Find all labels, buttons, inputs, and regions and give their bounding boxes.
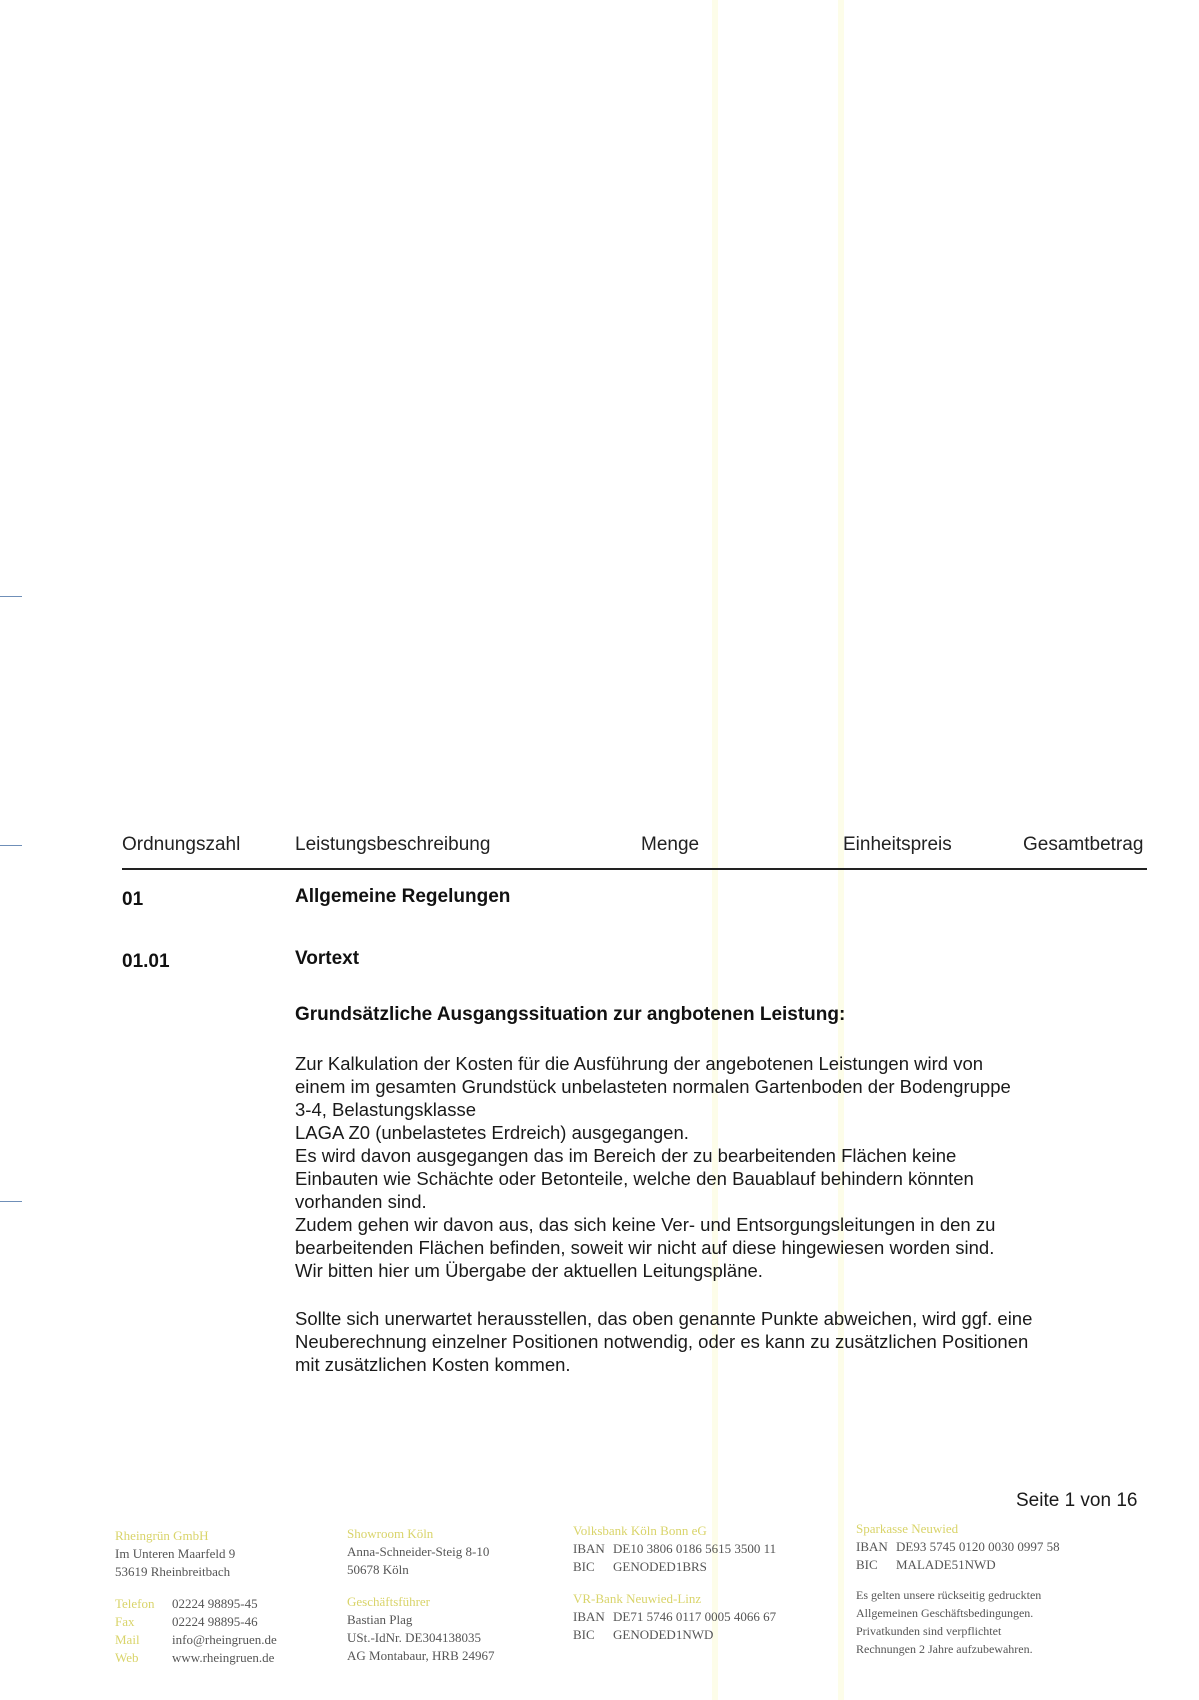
phone-value: 02224 98895-45 xyxy=(172,1596,258,1611)
footer-banks xyxy=(573,1522,776,1644)
fax-value: 02224 98895-46 xyxy=(172,1614,258,1629)
trade-register: AG Montabaur, HRB 24967 xyxy=(347,1648,495,1663)
terms-line: Privatkunden sind verpflichtet xyxy=(856,1624,1002,1638)
vat-id: USt.-IdNr. DE304138035 xyxy=(347,1630,481,1645)
terms-line: Es gelten unsere rückseitig gedruckten xyxy=(856,1588,1042,1602)
closing-text xyxy=(295,1307,1115,1376)
mail-label: Mail xyxy=(115,1632,140,1647)
showroom-title: Showroom Köln xyxy=(347,1526,434,1541)
text-line: Zur Kalkulation der Kosten für die Ausführung der angebotenen Leistungen wird von xyxy=(295,1053,984,1074)
text-line: LAGA Z0 (unbelastetes Erdreich) ausgegangen. xyxy=(295,1122,689,1143)
bank3-name: Sparkasse Neuwied xyxy=(856,1521,959,1536)
text-line: Zudem gehen wir davon aus, das sich keine Ver- und Entsorgungsleitungen in den zu xyxy=(295,1214,996,1235)
iban-label: IBAN xyxy=(573,1541,605,1556)
bic-label: BIC xyxy=(573,1627,595,1642)
footer-showroom xyxy=(347,1525,495,1665)
terms-line: Allgemeinen Geschäftsbedingungen. xyxy=(856,1606,1034,1620)
text-line: 3-4, Belastungsklasse xyxy=(295,1099,476,1120)
bank1-bic: GENODED1BRS xyxy=(613,1559,707,1574)
margin-mark xyxy=(0,1201,22,1202)
position-number: 01 xyxy=(122,889,144,910)
position-title: Allgemeine Regelungen xyxy=(295,886,511,907)
terms-line: Rechnungen 2 Jahre aufzubewahren. xyxy=(856,1642,1033,1656)
margin-mark xyxy=(0,845,22,846)
web-value: www.rheingruen.de xyxy=(172,1650,275,1665)
bank1-iban: DE10 3806 0186 5615 3500 11 xyxy=(613,1541,777,1556)
bank2-iban: DE71 5746 0117 0005 4066 67 xyxy=(613,1609,777,1624)
footer-company xyxy=(115,1527,277,1667)
text-line: Es wird davon ausgegangen das im Bereich der zu bearbeitenden Flächen keine xyxy=(295,1145,957,1166)
iban-label: IBAN xyxy=(573,1609,605,1624)
phone-label: Telefon xyxy=(115,1596,155,1611)
company-city: 53619 Rheinbreitbach xyxy=(115,1564,231,1579)
footer-terms xyxy=(856,1586,1041,1658)
text-line: bearbeitenden Flächen befinden, soweit wir nicht auf diese hingewiesen worden sind. xyxy=(295,1237,995,1258)
section-title: Grundsätzliche Ausgangssituation zur angbotenen Leistung: xyxy=(295,1004,846,1025)
margin-mark xyxy=(0,596,22,597)
text-line: mit zusätzlichen Kosten kommen. xyxy=(295,1354,571,1375)
col-einheitspreis: Einheitspreis xyxy=(843,834,952,855)
text-line: Einbauten wie Schächte oder Betonteile, welche den Bauablauf behindern könnten xyxy=(295,1168,974,1189)
text-line: Neuberechnung einzelner Positionen notwendig, oder es kann zu zusätzlichen Positionen xyxy=(295,1331,1029,1352)
ceo-label: Geschäftsführer xyxy=(347,1594,431,1609)
description-text xyxy=(295,1052,1115,1282)
company-street: Im Unteren Maarfeld 9 xyxy=(115,1546,236,1561)
fax-label: Fax xyxy=(115,1614,135,1629)
bank2-name: VR-Bank Neuwied-Linz xyxy=(573,1591,702,1606)
mail-value: info@rheingruen.de xyxy=(172,1632,277,1647)
bic-label: BIC xyxy=(573,1559,595,1574)
position-number: 01.01 xyxy=(122,951,170,972)
col-menge: Menge xyxy=(641,834,700,855)
table-header xyxy=(122,834,1147,870)
company-name: Rheingrün GmbH xyxy=(115,1528,209,1543)
text-line: Wir bitten hier um Übergabe der aktuellen Leitungspläne. xyxy=(295,1260,763,1281)
bank2-bic: GENODED1NWD xyxy=(613,1627,714,1642)
web-label: Web xyxy=(115,1650,139,1665)
bank3-bic: MALADE51NWD xyxy=(896,1557,996,1572)
text-line: einem im gesamten Grundstück unbelasteten normalen Gartenboden der Bodengruppe xyxy=(295,1076,1011,1097)
page-number: Seite 1 von 16 xyxy=(1016,1490,1138,1511)
showroom-city: 50678 Köln xyxy=(347,1562,409,1577)
text-line: vorhanden sind. xyxy=(295,1191,427,1212)
bank3-iban: DE93 5745 0120 0030 0997 58 xyxy=(896,1539,1060,1554)
footer-sparkasse xyxy=(856,1520,1060,1574)
col-ordnungszahl: Ordnungszahl xyxy=(122,834,241,855)
col-gesamtbetrag: Gesamtbetrag xyxy=(1023,834,1144,855)
position-title: Vortext xyxy=(295,948,360,969)
bank1-name: Volksbank Köln Bonn eG xyxy=(573,1523,707,1538)
text-line: Sollte sich unerwartet herausstellen, das oben genannte Punkte abweichen, wird ggf. eine xyxy=(295,1308,1033,1329)
bic-label: BIC xyxy=(856,1557,878,1572)
iban-label: IBAN xyxy=(856,1539,888,1554)
col-leistungsbeschreibung: Leistungsbeschreibung xyxy=(295,834,491,855)
showroom-street: Anna-Schneider-Steig 8-10 xyxy=(347,1544,490,1559)
ceo-name: Bastian Plag xyxy=(347,1612,413,1627)
